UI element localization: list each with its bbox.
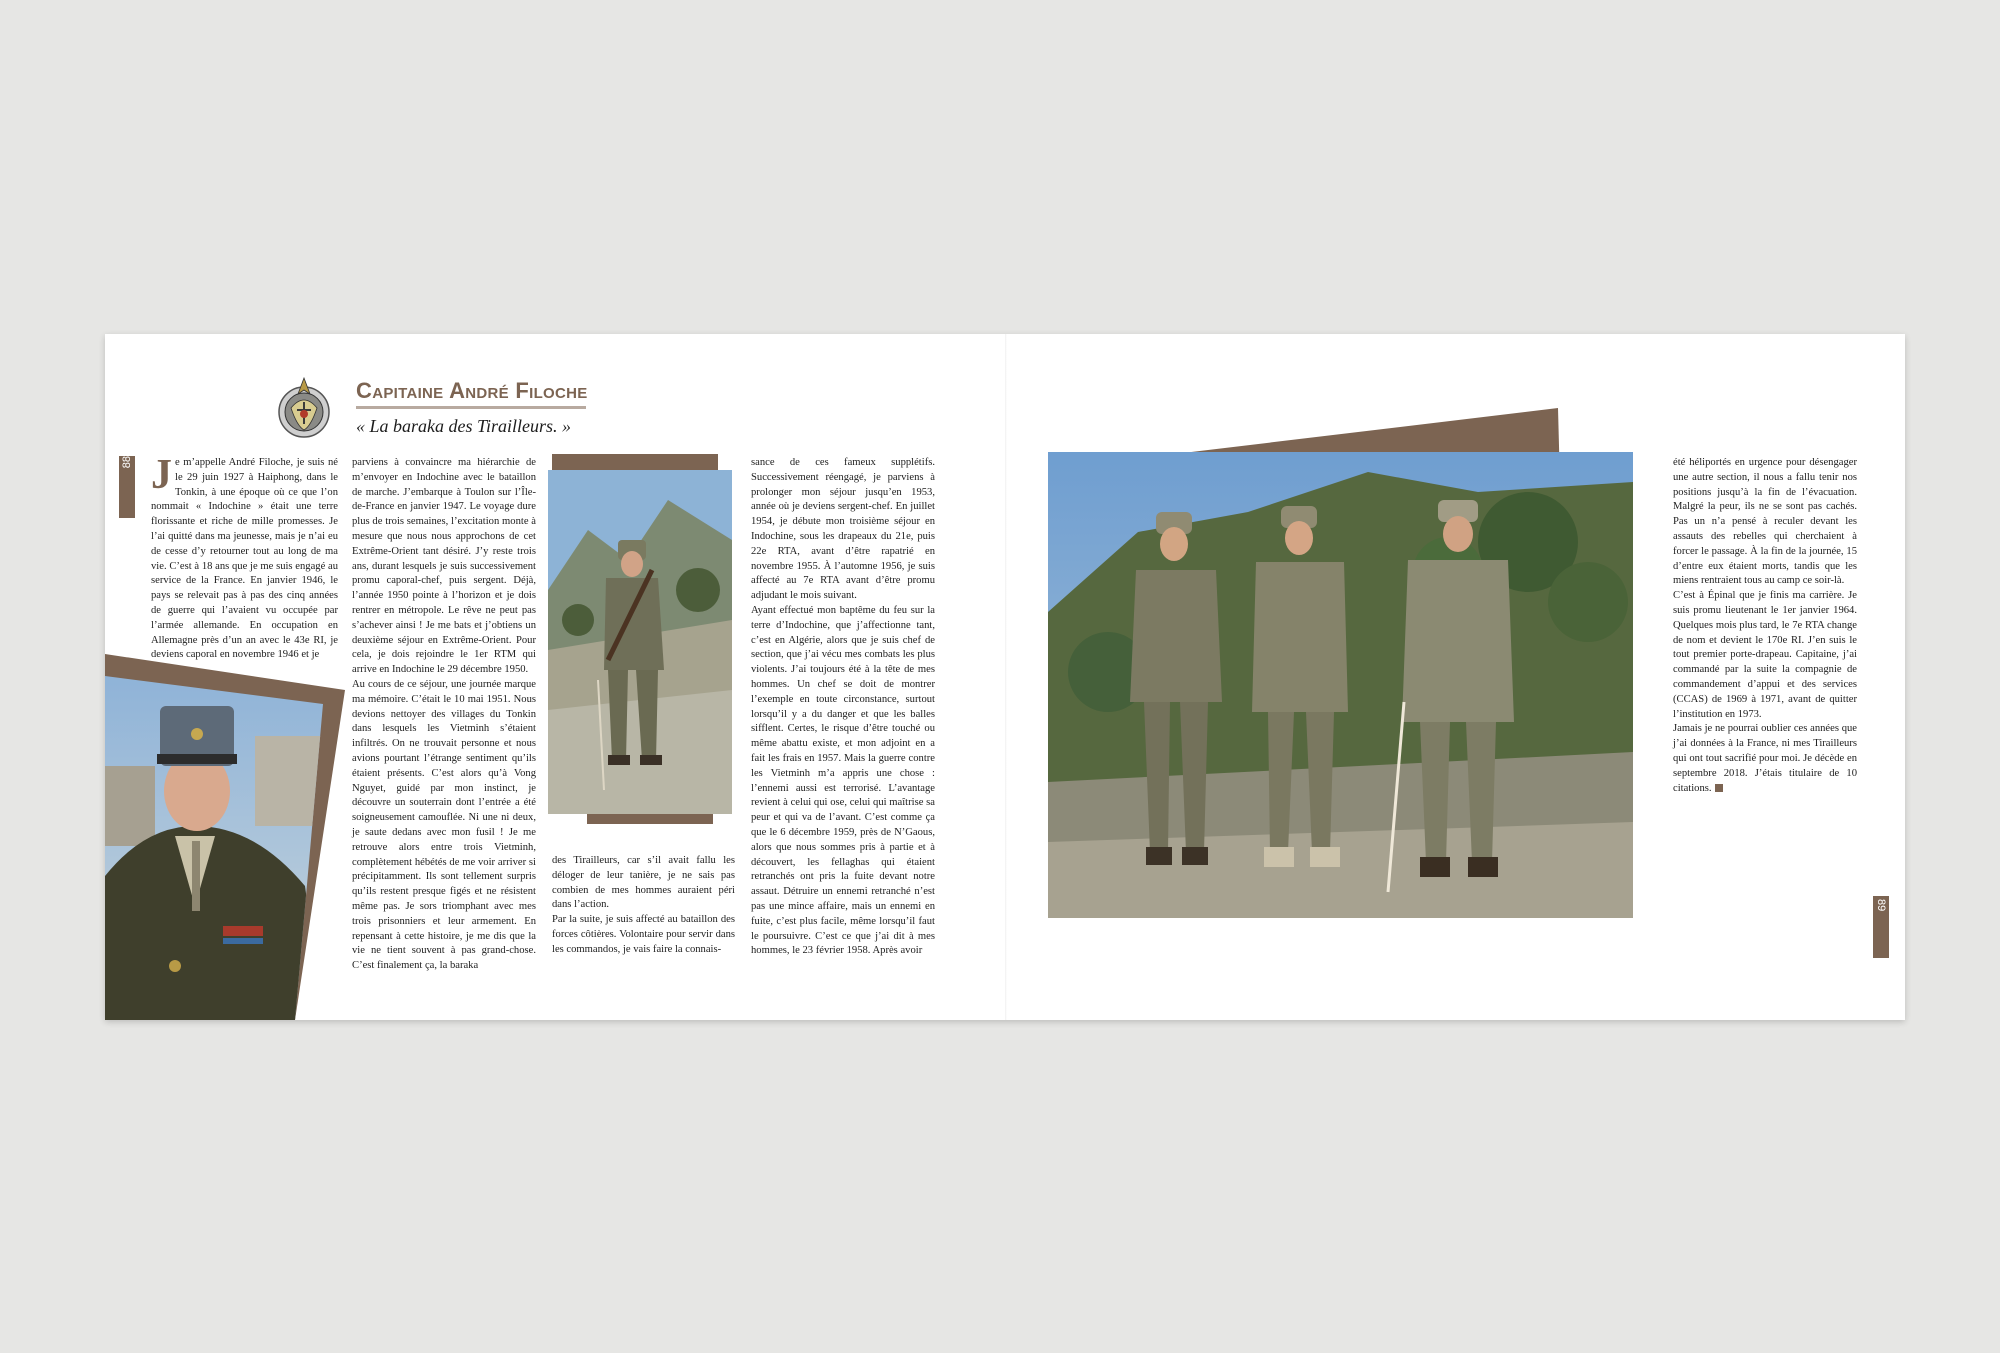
- page-gutter: [1005, 334, 1007, 1020]
- officer-portrait-photo: [105, 676, 323, 1020]
- paragraph: des Tirailleurs, car s’il avait fallu les déloger de leur tanière, je ne sais pas combien de mes hommes auraient péri dans l’action.: [552, 855, 735, 911]
- left-page-number-text: 88: [121, 456, 133, 469]
- paragraph: Par la suite, je suis affecté au bataillon des forces côtières. Volontaire pour servir dans les commandos, je vais faire la connais-: [552, 914, 735, 955]
- paragraph: parviens à convaincre ma hiérarchie de m’envoyer en Indochine avec le bataillon de marche. J’embarque à Toulon sur l’Île-de-France en janvier 1947. Le voyage dure plus de trois semaines, l’excitation monte à mesure que nous nous approchons de cet Extrême-Orient tant désiré. J’y reste trois ans, durant lesquels je suis successivement promu caporal-chef, puis sergent. Déjà, l’année 1950 pointe à l’horizon et je dois rentrer en métropole. Le rêve ne peut pas s’achever ainsi ! Je me bats et j’obtiens un deuxième séjour en Extrême-Orient. Pour cela, je dois rejoindre le 1er RTM qui arrive en Indochine le 29 décembre 1950.: [352, 457, 536, 676]
- end-mark-icon: [1715, 784, 1723, 792]
- right-column-1: [1673, 456, 1857, 796]
- right-page-number: [1873, 896, 1889, 958]
- paragraph: sance de ces fameux supplétifs. Successivement réengagé, je parviens à prolonger mon séjour jusqu’en 1953, année où je deviens sergent-chef. En juillet 1954, je débute mon troisième séjour en Indochine, sous les drapeaux du 21e, puis 22e RTA, avant d’être rapatrié en novembre 1955. À l’automne 1956, je suis affecté au 7e RTA avant d’être promu adjudant le mois suivant.: [751, 457, 935, 602]
- article-subtitle: « La baraka des Tirailleurs. »: [356, 416, 572, 436]
- left-page-number: [119, 456, 135, 518]
- paragraph: Au cours de ce séjour, une journée marque ma mémoire. C’était le 10 mai 1951. Nous devions nettoyer des villages du Tonkin dans lesquels les Vietminh s’étaient infiltrés. On ne trouvait personne et nous avions pourtant l’étrange sentiment qu’ils étaient présents. C’est alors qu’à Vong Nguyet, guidé par mon instinct, je découvre un souterrain dont l’entrée a été soigneusement camouflée. Ni une ni deux, je saute dedans avec mon fusil ! Je me retrouve alors entre trois Vietminh, complètement hébétés de me voir arriver si précipitamment. Ils sont tellement surpris qu’ils restent presque figés et ne résistent même pas. Je sors triomphant avec mes trois prisonniers et leur armement. En repensant à cette histoire, je me dis que la vie ne tient souvent à pas grand-chose. C’est finalement ça, la baraka: [352, 678, 536, 972]
- three-soldiers-photo: [1048, 452, 1633, 918]
- drop-cap: J: [151, 452, 172, 498]
- paragraph: Ayant effectué mon baptême du feu sur la terre d’Indochine, que j’affectionne tant, c’est en Algérie, alors que je suis chef de section, que j’ai vécu mes combats les plus violents. J’ai toujours été à la tête de mes hommes. Un chef se doit de montrer l’exemple en toute circonstance, surtout lorsqu’il y a du danger et que les balles sifflent. Certes, le risque d’être touché ou même abattu existe, et mon adjoint en a fait les frais en 1957. Mais la guerre contre les Vietminh m’a appris une chose : l’ennemi aussi est terrorisé. L’avantage revient à celui qui ose, celui qui maîtrise sa peur et qui va de l’avant. C’est comme ça que le 6 décembre 1959, près de N’Gaous, alors que nous sommes pris à partie et à découvert, les fellaghas qui étaient retranchés ont pris la fuite devant notre assaut. Détruire un ennemi retranché n’est pas une mince affaire, mais un ennemi en fuite, c’est plus facile, même lorsqu’il faut le poursuivre. C’est ce que j’ai dit à mes hommes, le 23 février 1958. Après avoir: [751, 604, 935, 957]
- paragraph: [1673, 722, 1857, 796]
- title-rule: [356, 406, 586, 409]
- paragraph: été héliportés en urgence pour désengager une autre section, il nous a fallu tenir nos positions jusqu’à la fin de l’évacuation. Malgré la peur, ils ne se sont pas cachés. Pas un n’a pensé à reculer devant les assauts des rebelles qui cherchaient à forcer le passage. À la fin de la journée, 15 d’entre eux étaient morts, tandis que les miens rentraient tous au camp ce soir-là.: [1673, 457, 1857, 587]
- soldier-rifle-photo: [548, 470, 732, 814]
- right-page-number-text: 89: [1875, 899, 1887, 912]
- paragraph: C’est à Épinal que je finis ma carrière. Je suis promu lieutenant le 1er janvier 1964. Quelques mois plus tard, le 7e RTA change de nom et devient le 170e RI. J’en suis le tout premier porte-drapeau. Capitaine, j’ai commandé par la suite la compagnie de commandement d’appui et des services (CCAS) de 1969 à 1971, avant de quitter l’institution en 1973.: [1673, 590, 1857, 720]
- article-title: Capitaine André Filoche: [356, 378, 588, 403]
- left-column-4: [751, 456, 935, 959]
- left-column-2: [352, 456, 536, 974]
- closing-paragraph: Jamais je ne pourrai oublier ces années que j’ai données à la France, ni mes Tirailleurs qui ont tout sacrifié pour moi. Je décède en septembre 2018. J’étais titulaire de 10 citations.: [1673, 723, 1857, 794]
- left-column-1: [151, 452, 338, 663]
- regimental-badge-icon: [277, 370, 331, 440]
- left-column-3: [552, 854, 735, 958]
- book-spread: [105, 334, 1905, 1020]
- paragraph: e m’appelle André Filoche, je suis né le 29 juin 1927 à Haiphong, dans le Tonkin, à une époque où ce que l’on nommait « Indochine » était une terre florissante et riche de mille promesses. Je l’ai quitté dans ma jeunesse, mais je n’ai eu de cesse d’y retourner tout au long de ma vie. C’est à 18 ans que je me suis engagé au service de la France. En janvier 1946, le pays se relevait pas à pas des cinq années de guerre qui l’avaient vu occupée par l’armée allemande. En occupation en Allemagne près d’un an avec le 43e RI, je deviens caporal en novembre 1946 et je: [151, 457, 338, 661]
